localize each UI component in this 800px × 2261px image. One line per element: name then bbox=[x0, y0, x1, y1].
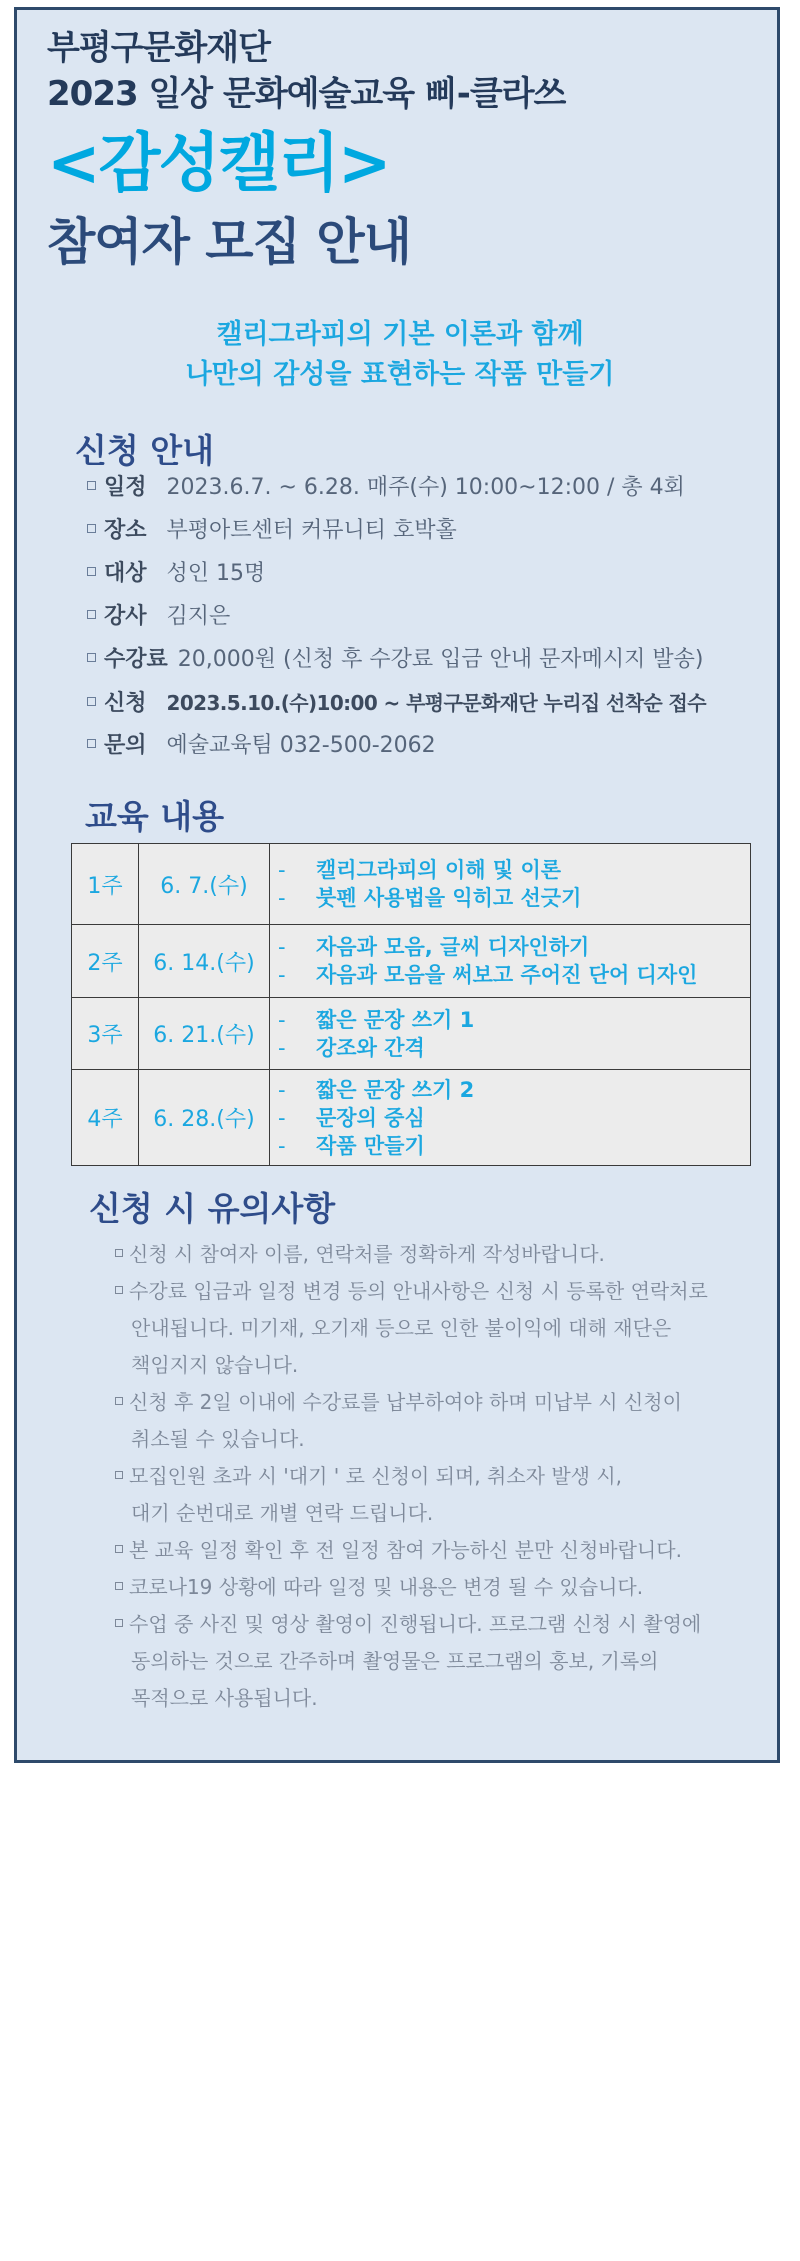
info-label: 문의 bbox=[104, 733, 147, 758]
notice-item bbox=[115, 1569, 775, 1606]
square-bullet-icon bbox=[87, 610, 96, 619]
info-row-fee bbox=[87, 640, 703, 680]
content-cell bbox=[270, 998, 751, 1070]
info-row-target bbox=[87, 554, 265, 594]
square-bullet-icon bbox=[87, 653, 96, 662]
info-label: 일정 bbox=[104, 475, 147, 500]
organization-name: 부평구문화재단 bbox=[47, 28, 270, 68]
content-cell bbox=[270, 1070, 751, 1166]
item-text: 문장의 중심 bbox=[316, 1105, 425, 1130]
notice-text: 책임지지 않습니다. bbox=[131, 1353, 299, 1377]
subtitle-line-2: 나만의 감성을 표현하는 작품 만들기 bbox=[185, 359, 615, 390]
list-item: - 문장의 중심 bbox=[278, 1105, 425, 1130]
info-value: 성인 15명 bbox=[166, 561, 266, 586]
program-title: <감성캘리> bbox=[47, 127, 390, 201]
info-value: 김지은 bbox=[166, 604, 231, 629]
notice-item bbox=[115, 1273, 775, 1384]
notice-text: 취소될 수 있습니다. bbox=[131, 1427, 305, 1451]
square-bullet-icon bbox=[87, 739, 96, 748]
list-item: - 강조와 간격 bbox=[278, 1035, 425, 1060]
week-cell: 1주 bbox=[72, 844, 139, 925]
table-row bbox=[72, 1070, 751, 1166]
square-bullet-icon bbox=[115, 1471, 123, 1479]
table-row bbox=[72, 925, 751, 998]
item-text: 캘리그라피의 이해 및 이론 bbox=[316, 858, 562, 882]
notices-section-title: 신청 시 유의사항 bbox=[89, 1189, 336, 1228]
recruit-title: 참여자 모집 안내 bbox=[47, 213, 411, 271]
week-cell: 2주 bbox=[72, 925, 139, 998]
curriculum-section-title: 교육 내용 bbox=[85, 797, 225, 836]
application-section-title: 신청 안내 bbox=[75, 431, 215, 470]
notice-text: 모집인원 초과 시 '대기 ' 로 신청이 되며, 취소자 발생 시, bbox=[129, 1464, 623, 1488]
item-text: 짧은 문장 쓰기 1 bbox=[316, 1007, 475, 1032]
square-bullet-icon bbox=[115, 1397, 123, 1405]
list-item: - 캘리그라피의 이해 및 이론 bbox=[278, 858, 562, 882]
notice-item bbox=[115, 1606, 775, 1717]
item-text: 짧은 문장 쓰기 2 bbox=[316, 1077, 475, 1102]
notice-item bbox=[115, 1458, 775, 1532]
list-item: - 붓펜 사용법을 익히고 선긋기 bbox=[278, 886, 582, 910]
item-text: 자음과 모음, 글씨 디자인하기 bbox=[316, 935, 590, 959]
notice-text: 안내됩니다. 미기재, 오기재 등으로 인한 불이익에 대해 재단은 bbox=[131, 1316, 672, 1340]
square-bullet-icon bbox=[115, 1249, 123, 1257]
square-bullet-icon bbox=[87, 524, 96, 533]
item-text: 강조와 간격 bbox=[316, 1035, 425, 1060]
square-bullet-icon bbox=[115, 1545, 123, 1553]
date-cell: 6. 21.(수) bbox=[139, 998, 270, 1070]
notice-list bbox=[115, 1236, 775, 1717]
week-cell: 3주 bbox=[72, 998, 139, 1070]
list-item: - 자음과 모음을 써보고 주어진 단어 디자인 bbox=[278, 963, 698, 987]
notice-text: 목적으로 사용됩니다. bbox=[131, 1686, 318, 1710]
notice-text: 신청 후 2일 이내에 수강료를 납부하여야 하며 미납부 시 신청이 bbox=[129, 1390, 682, 1414]
notice-text: 대기 순번대로 개별 연락 드립니다. bbox=[131, 1501, 434, 1525]
subtitle-line-1: 캘리그라피의 기본 이론과 함께 bbox=[216, 319, 584, 350]
info-value: 예술교육팀 032-500-2062 bbox=[166, 733, 436, 758]
notice-text: 본 교육 일정 확인 후 전 일정 참여 가능하신 분만 신청바랍니다. bbox=[129, 1538, 682, 1562]
square-bullet-icon bbox=[87, 481, 96, 490]
list-item: - 자음과 모음, 글씨 디자인하기 bbox=[278, 935, 590, 959]
info-label: 수강료 bbox=[104, 647, 168, 672]
program-line: 2023 일상 문화예술교육 삐-클라쓰 bbox=[47, 74, 566, 114]
info-label: 장소 bbox=[104, 518, 147, 543]
list-item: - 작품 만들기 bbox=[278, 1133, 425, 1158]
info-value: 부평아트센터 커뮤니티 호박홀 bbox=[166, 518, 457, 543]
notice-item bbox=[115, 1532, 775, 1569]
square-bullet-icon bbox=[115, 1582, 123, 1590]
date-cell: 6. 7.(수) bbox=[139, 844, 270, 925]
notice-text: 수강료 입금과 일정 변경 등의 안내사항은 신청 시 등록한 연락처로 bbox=[129, 1279, 708, 1303]
table-row bbox=[72, 998, 751, 1070]
list-item: - 짧은 문장 쓰기 1 bbox=[278, 1007, 475, 1032]
date-cell: 6. 28.(수) bbox=[139, 1070, 270, 1166]
notice-panel bbox=[14, 7, 780, 1763]
info-label: 대상 bbox=[104, 561, 147, 586]
date-cell: 6. 14.(수) bbox=[139, 925, 270, 998]
info-row-contact bbox=[87, 726, 436, 766]
info-row-apply bbox=[87, 683, 706, 723]
square-bullet-icon bbox=[87, 697, 96, 706]
info-row-instructor bbox=[87, 597, 230, 637]
square-bullet-icon bbox=[115, 1619, 123, 1627]
item-text: 자음과 모음을 써보고 주어진 단어 디자인 bbox=[316, 963, 698, 987]
curriculum-table bbox=[71, 843, 751, 1166]
info-label: 신청 bbox=[104, 691, 147, 716]
notice-item bbox=[115, 1236, 775, 1273]
notice-text: 동의하는 것으로 간주하며 촬영물은 프로그램의 홍보, 기록의 bbox=[131, 1649, 659, 1673]
item-text: 붓펜 사용법을 익히고 선긋기 bbox=[316, 886, 582, 910]
square-bullet-icon bbox=[115, 1286, 123, 1294]
info-value: 2023.5.10.(수)10:00 ~ 부평구문화재단 누리집 선착순 접수 bbox=[166, 691, 706, 715]
notice-text: 신청 시 참여자 이름, 연락처를 정확하게 작성바랍니다. bbox=[129, 1242, 605, 1266]
info-row-schedule bbox=[87, 468, 685, 508]
item-text: 작품 만들기 bbox=[316, 1133, 425, 1158]
notice-text: 코로나19 상황에 따라 일정 및 내용은 변경 될 수 있습니다. bbox=[129, 1575, 644, 1599]
info-value: 2023.6.7. ~ 6.28. 매주(수) 10:00~12:00 / 총 4회 bbox=[166, 475, 685, 500]
notice-item bbox=[115, 1384, 775, 1458]
info-row-location bbox=[87, 511, 457, 551]
list-item: - 짧은 문장 쓰기 2 bbox=[278, 1077, 475, 1102]
notice-text: 수업 중 사진 및 영상 촬영이 진행됩니다. 프로그램 신청 시 촬영에 bbox=[129, 1612, 702, 1636]
table-row bbox=[72, 844, 751, 925]
info-label: 강사 bbox=[104, 604, 147, 629]
content-cell bbox=[270, 844, 751, 925]
content-cell bbox=[270, 925, 751, 998]
square-bullet-icon bbox=[87, 567, 96, 576]
week-cell: 4주 bbox=[72, 1070, 139, 1166]
info-value: 20,000원 (신청 후 수강료 입금 안내 문자메시지 발송) bbox=[177, 647, 704, 672]
